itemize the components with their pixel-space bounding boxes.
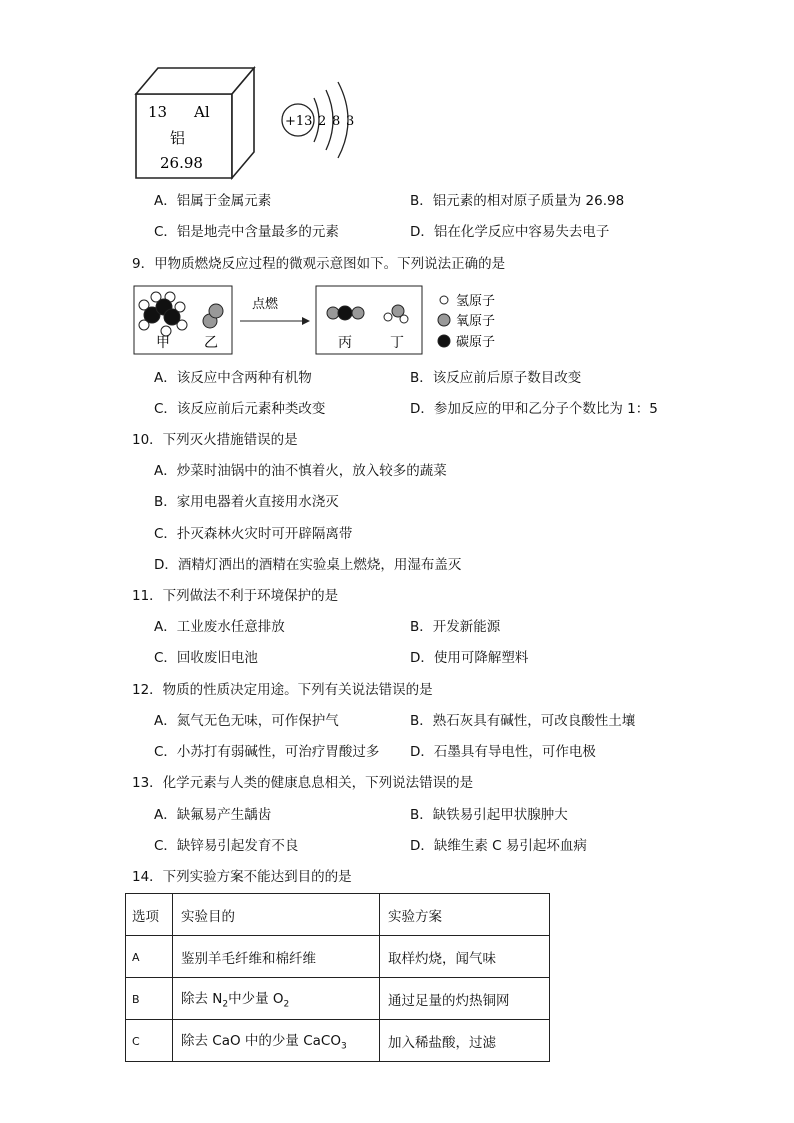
header-plan: 实验方案 [380,894,550,936]
q10-option-c: C．扑灭森林火灾时可开辟隔离带 [154,526,353,542]
arrow-label: 点燃 [252,297,279,312]
q14-stem: 14．下列实验方案不能达到目的的是 [132,869,352,885]
q12-option-a: A．氮气无色无味，可作保护气 [154,713,339,729]
q13-stem: 13．化学元素与人类的健康息息相关，下列说法错误的是 [132,775,474,791]
q8-option-c: C．铝是地壳中含量最多的元素 [154,224,339,240]
element-mass: 26.98 [160,154,203,172]
atom-shell-1: 2 [318,114,327,129]
row-plan: 取样灼烧，闻气味 [380,936,550,978]
table-row [126,1020,550,1062]
q9-stem: 9．甲物质燃烧反应过程的微观示意图如下。下列说法正确的是 [132,256,506,272]
header-option: 选项 [126,894,173,936]
arrow-head-icon [302,317,310,325]
q10-option-b: B．家用电器着火直接用水浇灭 [154,494,339,510]
row-purpose: 除去 CaO 中的少量 CaCO$_3$ [173,1020,380,1062]
q12-option-b: B．熟石灰具有碱性，可改良酸性土壤 [410,713,636,729]
q11-option-a: A．工业废水任意排放 [154,619,285,635]
element-symbol: Al [194,103,210,121]
q12-option-d: D．石墨具有导电性，可作电极 [410,744,596,760]
label-bing: 丙 [338,335,352,351]
atom-shell-2: 8 [332,114,341,129]
legend-carbon-icon [438,335,450,347]
header-purpose: 实验目的 [173,894,380,936]
row-option: A [126,936,173,978]
q10-stem: 10．下列灭火措施错误的是 [132,432,298,448]
element-number: 13 [148,103,168,121]
row-plan: 通过足量的灼热铜网 [380,978,550,1020]
label-yi: 乙 [204,335,218,351]
label-ding: 丁 [390,335,404,351]
q9-reaction-diagram [130,283,510,359]
table-header-row [126,894,550,936]
q13-option-a: A．缺氟易产生龋齿 [154,807,272,823]
legend [438,296,450,347]
q11-option-c: C．回收废旧电池 [154,650,258,666]
q11-option-b: B．开发新能源 [410,619,501,635]
aluminum-atom-structure [278,78,368,168]
legend-oxygen: 氧原子 [456,314,496,329]
q13-option-d: D．缺维生素 C 易引起坏血病 [410,838,587,854]
q12-option-c: C．小苏打有弱碱性，可治疗胃酸过多 [154,744,380,760]
molecule-bing [327,306,364,320]
atom-shell-3: 3 [346,114,355,129]
row-option: B [126,978,173,1020]
row-purpose: 除去 $N_2$中少量 $O_2$ [173,978,380,1020]
q8-option-a: A．铝属于金属元素 [154,193,272,209]
legend-oxygen-icon [438,314,450,326]
legend-hydrogen-icon [440,296,448,304]
row-purpose: 鉴别羊毛纤维和棉纤维 [173,936,380,978]
q13-option-b: B．缺铁易引起甲状腺肿大 [410,807,568,823]
q8-option-b: B．铝元素的相对原子质量为 26.98 [410,193,625,209]
q10-option-a: A．炒菜时油锅中的油不慎着火，放入较多的蔬菜 [154,463,447,479]
q11-stem: 11．下列做法不利于环境保护的是 [132,588,339,604]
q9-option-c: C．该反应前后元素种类改变 [154,401,326,417]
q8-option-d: D．铝在化学反应中容易失去电子 [410,224,610,240]
table-row [126,978,550,1020]
q12-stem: 12．物质的性质决定用途。下列有关说法错误的是 [132,682,433,698]
element-name: 铝 [170,129,186,147]
atom-nucleus: +13 [285,114,313,129]
row-option: C [126,1020,173,1062]
q9-option-b: B．该反应前后原子数目改变 [410,370,582,386]
q9-option-a: A．该反应中含两种有机物 [154,370,312,386]
table-row [126,936,550,978]
label-jia: 甲 [156,335,170,351]
q10-option-d: D．酒精灯洒出的酒精在实验桌上燃烧，用湿布盖灭 [154,557,462,573]
legend-carbon: 碳原子 [456,335,496,350]
legend-hydrogen: 氢原子 [456,294,496,309]
q13-option-c: C．缺锌易引起发育不良 [154,838,299,854]
q9-option-d: D．参加反应的甲和乙分子个数比为 1：5 [410,401,658,417]
row-plan: 加入稀盐酸，过滤 [380,1020,550,1062]
q14-table [125,893,550,1062]
q11-option-d: D．使用可降解塑料 [410,650,529,666]
